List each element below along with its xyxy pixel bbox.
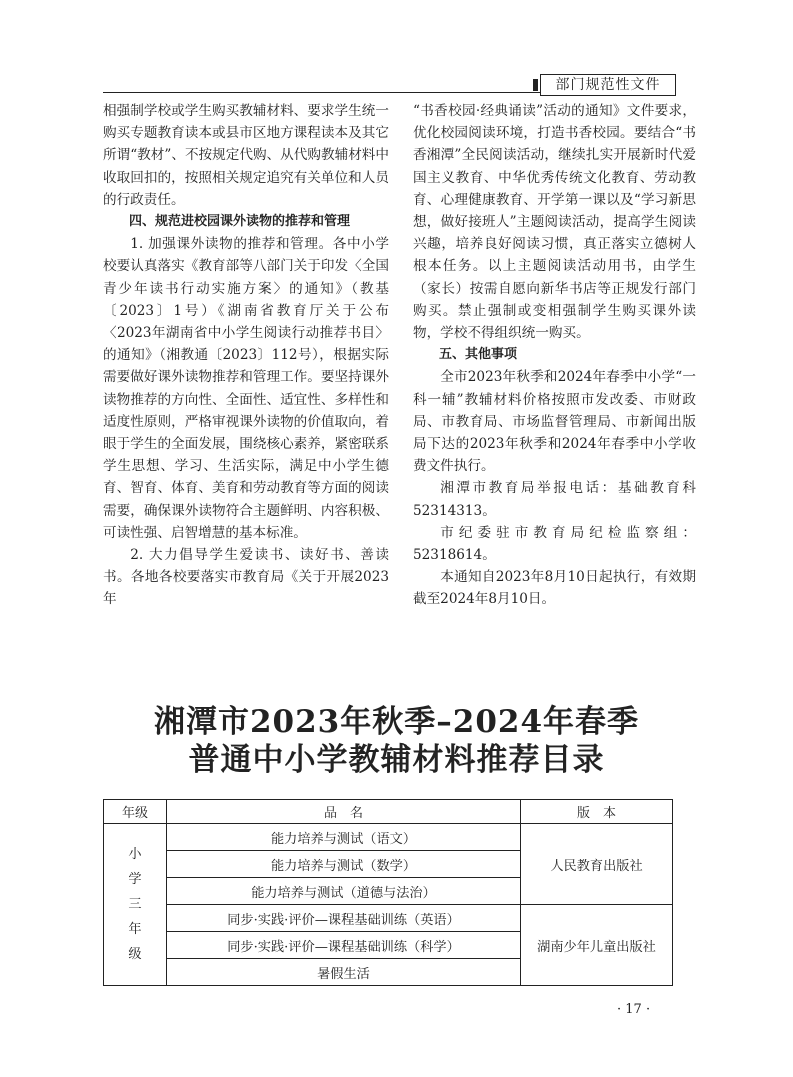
paragraph-1: 1. 加强课外读物的推荐和管理。各中小学校要认真落实《教育部等八部门关于印发〈全国青少年读书行动实施方案〉的通知》（教基〔2023〕1号）《湖南省教育厅关于公布〈2023年湖南省中小学生阅读行动推荐书目〉的通知》（湘教通〔2023〕112号），根据实际需要做好课外读物推荐和管理工作。要坚持课外读物推荐的方向性、全面性、适宜性、多样性和适度性原则，严格审视课外读物的价值取向，着眼于学生的全面发展，围绕核心素养，紧密联系学生思想、学习、生活实际，满足中小学生德育、智育、体育、美育和劳动教育等方面的阅读需要，确保课外读物符合主题鲜明、内容积极、可读性强、启智增慧的基本标准。 xyxy=(103,236,389,541)
grade-char: 小 xyxy=(128,847,142,862)
catalog-title-line-1: 湘潭市2023年秋季–2024年春季 xyxy=(153,704,640,740)
table-header-row xyxy=(104,800,673,824)
table-row xyxy=(104,905,673,932)
book-name-cell: 能力培养与测试（道德与法治） xyxy=(167,878,521,905)
grade-char: 级 xyxy=(128,947,142,962)
book-name-cell: 暑假生活 xyxy=(167,959,521,986)
left-column xyxy=(103,100,389,611)
grade-char: 年 xyxy=(128,922,142,937)
validity-paragraph: 本通知自2023年8月10日起执行，有效期截至2024年8月10日。 xyxy=(413,569,696,608)
fees-paragraph: 全市2023年秋季和2024年春季中小学“一科一辅”教辅材料价格按照市发改委、市财政局、市教育局、市场监督管理局、市新闻出版局下达的2023年秋季和2024年春季中小学收费文件执行。 xyxy=(413,369,696,475)
page-number: · 17 · xyxy=(617,1002,651,1017)
catalog-title-line-2: 普通中小学教辅材料推荐目录 xyxy=(188,742,605,778)
section-tag: 部门规范性文件 xyxy=(540,74,676,96)
intro-paragraph: 相强制学校或学生购买教辅材料、要求学生统一购买专题教育读本或县市区地方课程读本及其它所谓“教材”、不按规定代购、从代购教辅材料中收取回扣的，按照相关规定追究有关单位和人员的行政责任。 xyxy=(103,103,389,208)
header-name: 品 名 xyxy=(167,800,521,824)
header-grade: 年级 xyxy=(104,800,167,824)
paragraph-2: 2. 大力倡导学生爱读书、读好书、善读书。各地各校要落实市教育局《关于开展2023年 xyxy=(103,547,389,608)
right-column xyxy=(413,100,696,611)
catalog-table xyxy=(103,799,673,986)
hotline-paragraph: 湘潭市教育局举报电话：基础教育科52314313。 xyxy=(413,480,696,519)
grade-cell xyxy=(104,824,167,986)
header-publisher: 版 本 xyxy=(521,800,673,824)
discipline-paragraph: 市纪委驻市教育局纪检监察组：52318614。 xyxy=(413,524,696,564)
publisher-cell: 人民教育出版社 xyxy=(521,824,673,905)
section-5-heading: 五、其他事项 xyxy=(439,347,518,363)
grade-char: 学 xyxy=(128,872,142,887)
book-name-cell: 能力培养与测试（语文） xyxy=(167,824,521,851)
book-name-cell: 同步·实践·评价—课程基础训练（英语） xyxy=(167,905,521,932)
paragraph-2-continued: “书香校园·经典诵读”活动的通知》文件要求，优化校园阅读环境，打造书香校园。要结合“书香湘潭”全民阅读活动，继续扎实开展新时代爱国主义教育、中华优秀传统文化教育、劳动教育、心理健康教育、开学第一课以及“学习新思想，做好接班人”主题阅读活动，提高学生阅读兴趣，培养良好阅读习惯，真正落实立德树人根本任务。以上主题阅读活动用书，由学生（家长）按需自愿向新华书店等正规发行部门购买。禁止强制或变相强制学生购买课外读物，学校不得组织统一购买。 xyxy=(413,103,696,342)
book-name-cell: 能力培养与测试（数学） xyxy=(167,851,521,878)
publisher-cell: 湖南少年儿童出版社 xyxy=(521,905,673,986)
table-row xyxy=(104,824,673,851)
section-4-heading: 四、规范进校园课外读物的推荐和管理 xyxy=(129,214,351,230)
grade-char: 三 xyxy=(128,897,142,912)
book-name-cell: 同步·实践·评价—课程基础训练（科学） xyxy=(167,932,521,959)
